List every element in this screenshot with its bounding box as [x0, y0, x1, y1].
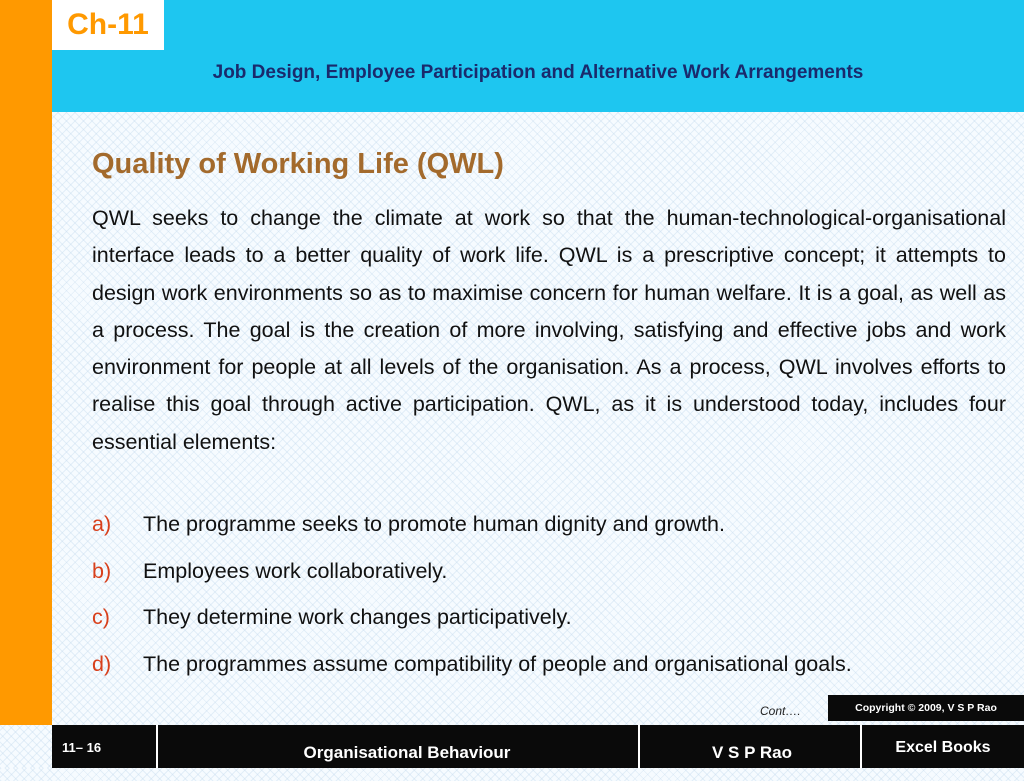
side-accent-bar [0, 0, 52, 725]
list-item-text: They determine work changes participatively. [143, 605, 572, 629]
list-item-text: The programme seeks to promote human dignity and growth. [143, 512, 725, 536]
list-marker: a) [92, 512, 112, 536]
list-marker: c) [92, 605, 110, 629]
list-item-text: Employees work collaboratively. [143, 558, 448, 583]
course-name: Organisational Behaviour [303, 743, 511, 762]
author-name: V S P Rao [712, 743, 792, 762]
list-item-text: The programmes assume compatibility of people and organisational goals. [143, 651, 852, 676]
body-paragraph: QWL seeks to change the climate at work so that the human-technological-organisational interface leads to a better quality of work life. QWL is a prescriptive concept; it attempts to design work environments so as to maximise concern for human welfare. It is a goal, as well as a process. The goal is the creation of more involving, satisfying and effective jobs and work environment for people at all levels of the organisation. As a process, QWL involves efforts to realise this goal through active participation. QWL, as it is understood today, includes four essential elements: [92, 206, 1006, 454]
slide-title: Quality of Working Life (QWL) [92, 148, 504, 180]
publisher-name: Excel Books [895, 739, 991, 756]
footer-divider [156, 725, 158, 768]
list-item [92, 506, 1006, 553]
list-item [92, 553, 1006, 600]
header-band [52, 0, 1024, 112]
list-marker: d) [92, 651, 112, 676]
list-marker: b) [92, 558, 112, 583]
footer-divider [638, 725, 640, 768]
continued-label: Cont…. [760, 704, 801, 718]
page-number: 11– 16 [62, 740, 102, 755]
list-item [92, 646, 1006, 693]
chapter-label: Ch-11 [52, 0, 164, 50]
copyright-notice: Copyright © 2009, V S P Rao [828, 695, 1024, 721]
list-item [92, 599, 1006, 646]
elements-list [92, 506, 1006, 692]
footer-bar [52, 725, 1024, 768]
chapter-title: Job Design, Employee Participation and Alternative Work Arrangements [212, 62, 864, 83]
